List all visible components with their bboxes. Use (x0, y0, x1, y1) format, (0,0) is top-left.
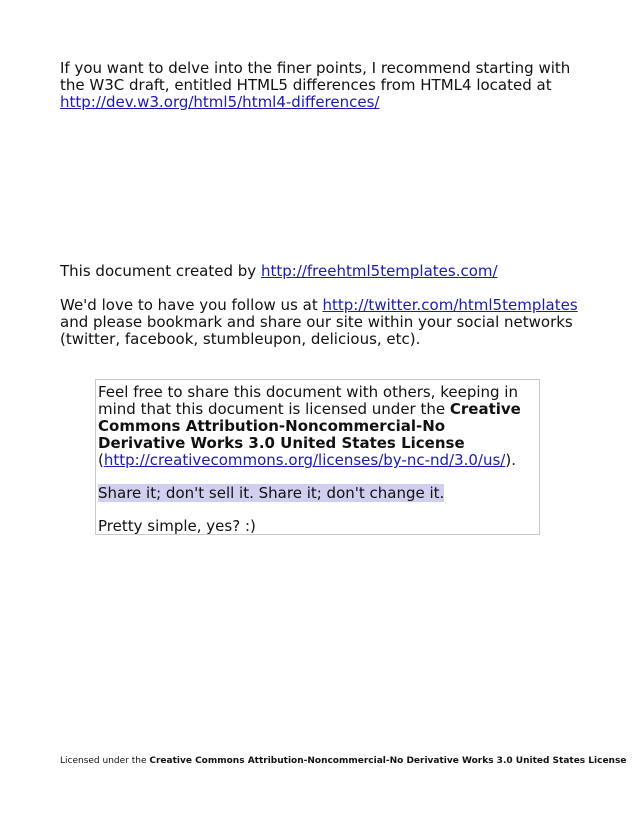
license-box (95, 379, 540, 535)
html4-differences-link[interactable]: http://dev.w3.org/html5/html4-differences/ (60, 93, 380, 111)
share-highlight: Share it; don't sell it. Share it; don't change it. (98, 484, 445, 502)
footer-prefix: Licensed under the (60, 756, 150, 766)
freehtml5templates-link[interactable]: http://freehtml5templates.com/ (260, 262, 498, 280)
intro-paragraph (60, 60, 580, 111)
license-name: Creative Commons Attribution-Noncommercial-No Derivative Works 3.0 United States License (98, 400, 521, 452)
follow-paragraph (60, 297, 580, 348)
credit-paragraph (60, 263, 580, 280)
follow-text-before: We'd love to have you follow us at (60, 296, 323, 314)
footer-license (60, 755, 626, 767)
credit-text: This document created by (60, 262, 261, 280)
share-highlight-paragraph (98, 485, 537, 502)
follow-text-after: and please bookmark and share our site within your social networks (twitter, facebook, stumbleupon, delicious, etc). (60, 313, 573, 348)
closing-paragraph: Pretty simple, yes? :) (98, 517, 256, 535)
creativecommons-link[interactable]: http://creativecommons.org/licenses/by-nc-nd/3.0/us/ (103, 451, 506, 469)
license-paren-open: ( (98, 451, 104, 469)
twitter-link[interactable]: http://twitter.com/html5templates (322, 296, 578, 314)
footer-license-name: Creative Commons Attribution-Noncommercial-No Derivative Works 3.0 United States License (149, 756, 627, 766)
intro-text: If you want to delve into the finer points, I recommend starting with the W3C draft, entitled HTML5 differences from HTML4 located at (60, 59, 571, 94)
license-paren-close: ). (505, 451, 516, 469)
license-text-before: Feel free to share this document with others, keeping in mind that this document is licensed under the (98, 383, 518, 418)
license-paragraph (98, 384, 537, 469)
